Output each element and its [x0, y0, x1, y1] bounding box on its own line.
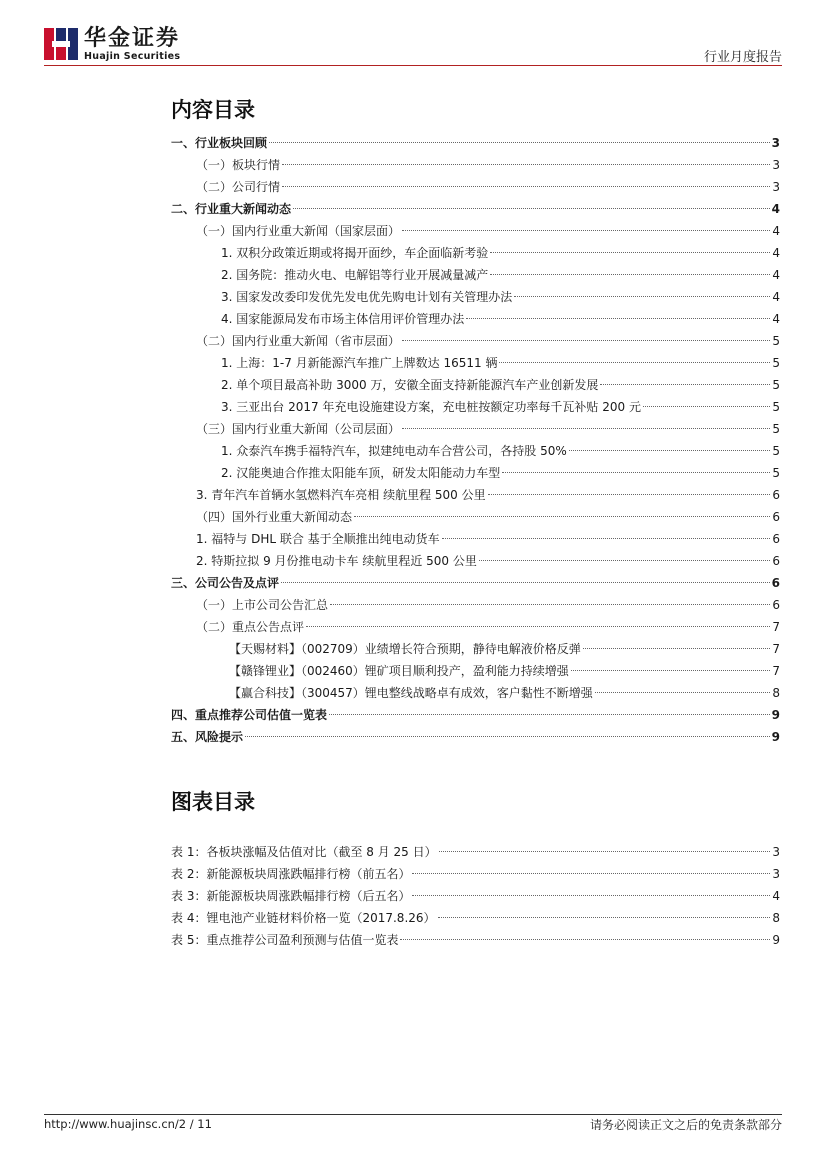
toc-entry[interactable] — [171, 134, 780, 152]
report-type-label: 行业月度报告 — [703, 50, 782, 65]
toc-entry[interactable] — [171, 574, 780, 592]
toc-entry-label: 1. 双积分政策近期或将揭开面纱，车企面临新考验 — [221, 246, 489, 260]
toc-entry-label: 2. 特斯拉拟 9 月份推电动卡车 续航里程近 500 公里 — [196, 554, 477, 568]
toc-entry-page: 5 — [772, 444, 780, 458]
figures-title: 图表目录 — [171, 790, 255, 814]
toc-leader-dots — [412, 873, 770, 874]
toc-entry[interactable] — [171, 887, 780, 905]
toc-entry[interactable] — [171, 200, 780, 218]
toc-entry[interactable] — [171, 684, 780, 702]
toc-entry-label: 2. 国务院：推动火电、电解铝等行业开展减量减产 — [221, 268, 489, 282]
toc-entry-label: 4. 国家能源局发布市场主体信用评价管理办法 — [221, 312, 465, 326]
toc-entry-label: 1. 众泰汽车携手福特汽车，拟建纯电动车合营公司，各持股 50% — [221, 444, 567, 458]
toc-leader-dots — [438, 917, 771, 918]
contents-title: 内容目录 — [171, 98, 255, 122]
toc-entry[interactable] — [171, 222, 780, 240]
toc-entry-page: 4 — [772, 224, 780, 238]
toc-entry-page: 5 — [772, 356, 780, 370]
toc-entry-page: 9 — [771, 708, 780, 722]
toc-entry[interactable] — [171, 552, 780, 570]
toc-leader-dots — [282, 186, 770, 187]
toc-leader-dots — [479, 560, 770, 561]
toc-entry-label: 【天赐材料】（002709）业绩增长符合预期，静待电解液价格反弹 — [229, 642, 581, 656]
toc-entry-page: 7 — [772, 664, 780, 678]
toc-entry-label: （二）重点公告点评 — [196, 620, 305, 634]
toc-entry-label: 二、行业重大新闻动态 — [171, 202, 292, 216]
toc-leader-dots — [442, 538, 771, 539]
toc-leader-dots — [402, 340, 770, 341]
toc-leader-dots — [490, 274, 770, 275]
toc-leader-dots — [282, 164, 770, 165]
toc-entry-page: 7 — [772, 620, 780, 634]
toc-entry-label: 3. 三亚出台 2017 年充电设施建设方案，充电桩按额定功率每千瓦补贴 200 元 — [221, 400, 641, 414]
toc-entry-page: 9 — [772, 933, 780, 947]
toc-entry-label: 3. 青年汽车首辆水氢燃料汽车亮相 续航里程 500 公里 — [196, 488, 486, 502]
toc-leader-dots — [502, 472, 770, 473]
toc-entry[interactable] — [171, 909, 780, 927]
toc-entry[interactable] — [171, 464, 780, 482]
toc-entry-label: （一）上市公司公告汇总 — [196, 598, 329, 612]
brand-name-cn: 华金证券 — [84, 26, 181, 51]
toc-entry-label: 三、公司公告及点评 — [171, 576, 280, 590]
toc-entry[interactable] — [171, 442, 780, 460]
toc-entry[interactable] — [171, 288, 780, 306]
toc-entry-label: 2. 汉能奥迪合作推太阳能车顶，研发太阳能动力车型 — [221, 466, 501, 480]
toc-leader-dots — [571, 670, 771, 671]
toc-entry[interactable] — [171, 728, 780, 746]
toc-entry[interactable] — [171, 508, 780, 526]
toc-entry-page: 3 — [772, 180, 780, 194]
toc-entry-page: 7 — [772, 642, 780, 656]
toc-entry-label: 【赣锋锂业】（002460）锂矿项目顺利投产，盈利能力持续增强 — [229, 664, 569, 678]
toc-entry-label: 1. 福特与 DHL 联合 基于全顺推出纯电动货车 — [196, 532, 440, 546]
toc-entry-page: 8 — [772, 911, 780, 925]
toc-leader-dots — [600, 384, 770, 385]
toc-leader-dots — [402, 230, 770, 231]
toc-leader-dots — [402, 428, 770, 429]
toc-entry-label: （三）国内行业重大新闻（公司层面） — [196, 422, 401, 436]
toc-entry-label: 五、风险提示 — [171, 730, 244, 744]
toc-entry[interactable] — [171, 640, 780, 658]
toc-entry[interactable] — [171, 486, 780, 504]
toc-entry-page: 3 — [772, 158, 780, 172]
toc-entry-page: 6 — [772, 510, 780, 524]
toc-leader-dots — [412, 895, 770, 896]
toc-leader-dots — [400, 939, 770, 940]
huajin-logo-icon — [44, 28, 78, 60]
toc-entry-label: 2. 单个项目最高补助 3000 万，安徽全面支持新能源汽车产业创新发展 — [221, 378, 599, 392]
toc-leader-dots — [466, 318, 770, 319]
toc-entry-page: 5 — [772, 334, 780, 348]
toc-entry-label: （一）国内行业重大新闻（国家层面） — [196, 224, 401, 238]
toc-leader-dots — [488, 494, 771, 495]
toc-leader-dots — [643, 406, 770, 407]
toc-entry-page: 8 — [772, 686, 780, 700]
toc-entry[interactable] — [171, 310, 780, 328]
toc-leader-dots — [306, 626, 770, 627]
toc-entry[interactable] — [171, 398, 780, 416]
toc-entry-page: 5 — [772, 422, 780, 436]
toc-leader-dots — [490, 252, 770, 253]
toc-leader-dots — [499, 362, 770, 363]
toc-entry-page: 5 — [772, 466, 780, 480]
toc-entry[interactable] — [171, 332, 780, 350]
page-header — [44, 26, 782, 66]
toc-leader-dots — [329, 714, 770, 715]
toc-entry-label: （四）国外行业重大新闻动态 — [196, 510, 353, 524]
toc-entry[interactable] — [171, 865, 780, 883]
footer-url-page[interactable]: http://www.huajinsc.cn/2 / 11 — [44, 1117, 212, 1131]
footer-disclaimer: 请务必阅读正文之后的免责条款部分 — [589, 1118, 782, 1132]
toc-entry-label: 表 4：锂电池产业链材料价格一览（2017.8.26） — [171, 911, 436, 925]
toc-leader-dots — [569, 450, 771, 451]
toc-entry[interactable] — [171, 530, 780, 548]
toc-entry[interactable] — [171, 354, 780, 372]
toc-entry-page: 4 — [772, 312, 780, 326]
toc-entry-label: 四、重点推荐公司估值一览表 — [171, 708, 328, 722]
toc-entry-page: 6 — [772, 532, 780, 546]
toc-entry-page: 6 — [772, 488, 780, 502]
toc-entry[interactable] — [171, 244, 780, 262]
toc-entry-page: 6 — [771, 576, 780, 590]
toc-entry-label: 3. 国家发改委印发优先发电优先购电计划有关管理办法 — [221, 290, 513, 304]
toc-entry[interactable] — [171, 178, 780, 196]
toc-entry-page: 3 — [771, 136, 780, 150]
toc-leader-dots — [514, 296, 770, 297]
toc-entry-label: 一、行业板块回顾 — [171, 136, 268, 150]
toc-entry-label: 1. 上海：1-7 月新能源汽车推广上牌数达 16511 辆 — [221, 356, 498, 370]
toc-leader-dots — [245, 736, 770, 737]
toc-entry[interactable] — [171, 420, 780, 438]
header-divider — [44, 65, 782, 66]
toc-entry[interactable] — [171, 662, 780, 680]
toc-entry-label: 【赢合科技】（300457）锂电整线战略卓有成效，客户黏性不断增强 — [229, 686, 593, 700]
toc-entry-page: 3 — [772, 845, 780, 859]
toc-entry-page: 3 — [772, 867, 780, 881]
toc-entry-label: 表 5：重点推荐公司盈利预测与估值一览表 — [171, 933, 399, 947]
toc-entry-page: 4 — [771, 202, 780, 216]
toc-entry[interactable] — [171, 931, 780, 949]
toc-leader-dots — [281, 582, 770, 583]
toc-entry-page: 4 — [772, 889, 780, 903]
toc-leader-dots — [293, 208, 770, 209]
toc-entry-page: 4 — [772, 268, 780, 282]
toc-entry[interactable] — [171, 156, 780, 174]
toc-entry[interactable] — [171, 843, 780, 861]
toc-leader-dots — [439, 851, 771, 852]
brand-name-en: Huajin Securities — [84, 51, 181, 62]
toc-leader-dots — [269, 142, 770, 143]
toc-entry[interactable] — [171, 376, 780, 394]
toc-entry[interactable] — [171, 618, 780, 636]
toc-entry-page: 5 — [772, 378, 780, 392]
toc-entry-page: 6 — [772, 598, 780, 612]
toc-entry[interactable] — [171, 266, 780, 284]
toc-entry-label: 表 1：各板块涨幅及估值对比（截至 8 月 25 日） — [171, 845, 437, 859]
toc-entry-page: 9 — [771, 730, 780, 744]
toc-entry-label: （二）公司行情 — [196, 180, 281, 194]
toc-entry[interactable] — [171, 596, 780, 614]
toc-entry-page: 5 — [772, 400, 780, 414]
toc-leader-dots — [583, 648, 771, 649]
toc-entry-label: （二）国内行业重大新闻（省市层面） — [196, 334, 401, 348]
toc-entry-page: 4 — [772, 246, 780, 260]
toc-leader-dots — [595, 692, 771, 693]
footer-divider — [44, 1114, 782, 1115]
toc-entry-label: 表 3：新能源板块周涨跌幅排行榜（后五名） — [171, 889, 411, 903]
toc-leader-dots — [354, 516, 770, 517]
toc-entry-page: 6 — [772, 554, 780, 568]
toc-leader-dots — [330, 604, 770, 605]
toc-entry-label: 表 2：新能源板块周涨跌幅排行榜（前五名） — [171, 867, 411, 881]
toc-entry-page: 4 — [772, 290, 780, 304]
toc-entry-label: （一）板块行情 — [196, 158, 281, 172]
toc-entry[interactable] — [171, 706, 780, 724]
